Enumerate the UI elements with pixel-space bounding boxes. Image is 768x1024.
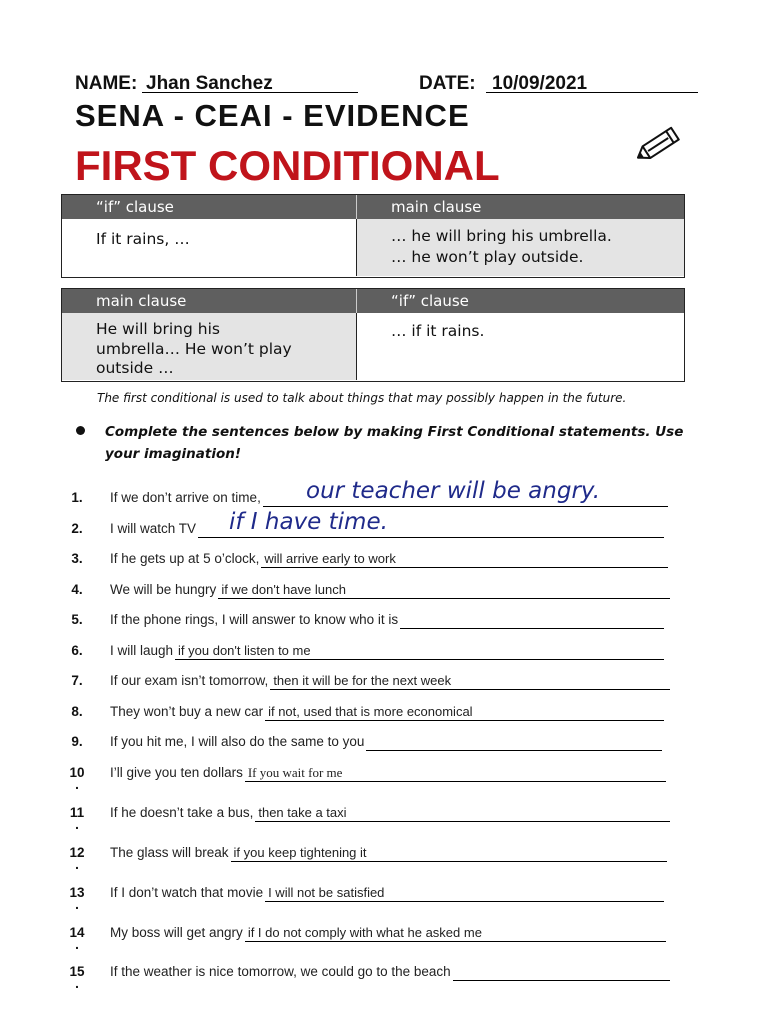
answer-blank[interactable] xyxy=(263,478,668,507)
number-dot: . xyxy=(75,857,79,872)
sentence-text: If he gets up at 5 o’clock, xyxy=(110,551,260,566)
header-if-clause: “if” clause xyxy=(391,292,469,310)
sentence-number xyxy=(66,964,88,991)
name-label: NAME: xyxy=(75,73,138,94)
sentence-number xyxy=(66,704,88,719)
pencil-icon xyxy=(628,120,690,168)
page-title: FIRST CONDITIONAL xyxy=(75,142,500,189)
header-main-clause: main clause xyxy=(391,198,482,216)
cell-text: … if it rains. xyxy=(391,322,485,340)
sentence-number-text: 10 xyxy=(69,765,85,780)
instruction-text: Complete the sentences below by making First Conditional statements. Use your imagination! xyxy=(105,424,684,462)
number-dot: . xyxy=(75,777,79,792)
answer-blank[interactable] xyxy=(270,673,670,690)
sentence-text: If we don’t arrive on time, xyxy=(110,490,261,505)
answer-blank[interactable] xyxy=(261,551,668,568)
date-label: DATE: xyxy=(419,73,476,94)
answer-blank[interactable] xyxy=(366,734,662,751)
answer-text: will arrive early to work xyxy=(264,551,396,566)
handwritten-answer: our teacher will be angry. xyxy=(306,478,601,504)
page-subtitle: SENA - CEAI - EVIDENCE xyxy=(75,98,470,133)
sentence-text: The glass will break xyxy=(110,845,229,860)
sentence-number-text: 7. xyxy=(71,673,83,688)
sentence-text: If our exam isn’t tomorrow, xyxy=(110,673,269,688)
answer-blank[interactable] xyxy=(400,612,664,629)
sentence-number xyxy=(66,845,88,872)
sentence-number-text: 8. xyxy=(71,704,83,719)
sentence-text: If the phone rings, I will answer to know who it is xyxy=(110,612,399,627)
answer-blank[interactable] xyxy=(453,964,670,981)
cell-text: umbrella… He won’t play xyxy=(96,339,292,358)
sentence-text: If you hit me, I will also do the same to you xyxy=(110,734,365,749)
sentence-number-text: 2. xyxy=(71,521,83,536)
answer-text: if not, used that is more economical xyxy=(268,704,473,719)
sentence-number-text: 14 xyxy=(69,925,85,940)
number-dot: . xyxy=(75,937,79,952)
answer-blank[interactable] xyxy=(265,704,664,721)
cell-text: If it rains, … xyxy=(96,230,190,248)
answer-text: I will not be satisfied xyxy=(268,885,385,900)
answer-blank[interactable] xyxy=(175,643,664,660)
number-dot: . xyxy=(75,976,79,991)
sentence-number-text: 4. xyxy=(71,582,83,597)
cell-if-clause xyxy=(62,219,357,276)
sentence-number xyxy=(66,673,88,688)
sentence-text: My boss will get angry xyxy=(110,925,243,940)
answer-blank[interactable] xyxy=(231,845,667,862)
name-field[interactable] xyxy=(142,74,358,93)
sentence-number-text: 1. xyxy=(71,490,83,505)
answer-blank[interactable] xyxy=(245,765,666,782)
number-dot: . xyxy=(75,817,79,832)
sentence-number xyxy=(66,551,88,566)
cell-text: … he won’t play outside. xyxy=(391,248,584,266)
table-main-if xyxy=(61,288,685,382)
cell-text: outside … xyxy=(96,359,174,377)
date-value: 10/09/2021 xyxy=(492,73,588,94)
name-value: Jhan Sanchez xyxy=(146,73,273,94)
answer-text: if we don't have lunch xyxy=(221,582,346,597)
sentence-number xyxy=(66,582,88,597)
answer-blank[interactable] xyxy=(198,509,664,538)
sentence-text: We will be hungry xyxy=(110,582,217,597)
answer-text: if you keep tightening it xyxy=(233,845,367,860)
sentence-number xyxy=(66,521,88,536)
sentence-number-text: 11 xyxy=(69,805,85,820)
sentence-number-text: 9. xyxy=(71,734,83,749)
answer-text: then it will be for the next week xyxy=(273,673,452,688)
sentence-number xyxy=(66,765,88,792)
bullet-icon xyxy=(76,426,85,435)
sentence-text: If I don’t watch that movie xyxy=(110,885,264,900)
sentence-text: I will laugh xyxy=(110,643,174,658)
answer-text: if you don't listen to me xyxy=(178,643,311,658)
table-body xyxy=(62,219,684,276)
sentence-number-text: 13 xyxy=(69,885,85,900)
table-body xyxy=(62,313,684,380)
sentence-number xyxy=(66,885,88,912)
answer-text: If you wait for me xyxy=(247,765,343,780)
sentence-text: If he doesn’t take a bus, xyxy=(110,805,254,820)
sentence-text: They won’t buy a new car xyxy=(110,704,264,719)
sentence-number-text: 6. xyxy=(71,643,83,658)
cell-main-clause xyxy=(62,313,357,380)
date-field[interactable] xyxy=(486,74,698,93)
header-if-clause: “if” clause xyxy=(62,195,357,219)
sentence-number xyxy=(66,490,88,505)
sentence-number xyxy=(66,734,88,749)
table-if-main xyxy=(61,194,685,278)
sentence-number xyxy=(66,925,88,952)
sentence-number xyxy=(66,805,88,832)
sentence-text: I’ll give you ten dollars xyxy=(110,765,243,780)
answer-blank[interactable] xyxy=(245,925,666,942)
table-header xyxy=(62,289,684,313)
sentence-number-text: 5. xyxy=(71,612,83,627)
answer-blank[interactable] xyxy=(218,582,670,599)
answer-blank[interactable] xyxy=(255,805,670,822)
sentence-number xyxy=(66,643,88,658)
sentence-number-text: 3. xyxy=(71,551,83,566)
sentence-text: I will watch TV xyxy=(110,521,197,536)
sentence-number xyxy=(66,612,88,627)
definition-note: The first conditional is used to talk about things that may possibly happen in the future. xyxy=(97,391,627,405)
handwritten-answer: if I have time. xyxy=(229,509,388,535)
cell-main-clause xyxy=(357,219,684,276)
header-main-clause: main clause xyxy=(62,289,357,313)
cell-if-clause xyxy=(357,313,684,380)
sentence-number-text: 12 xyxy=(69,845,85,860)
number-dot: . xyxy=(75,897,79,912)
sentence-number-text: 15 xyxy=(69,964,85,979)
answer-text: then take a taxi xyxy=(258,805,347,820)
answer-blank[interactable] xyxy=(265,885,664,902)
answer-text: if I do not comply with what he asked me xyxy=(247,925,482,940)
table-header xyxy=(62,195,684,219)
cell-text: … he will bring his umbrella. xyxy=(391,227,612,245)
sentence-text: If the weather is nice tomorrow, we could go to the beach xyxy=(110,964,451,979)
cell-text: He will bring his xyxy=(96,320,220,338)
